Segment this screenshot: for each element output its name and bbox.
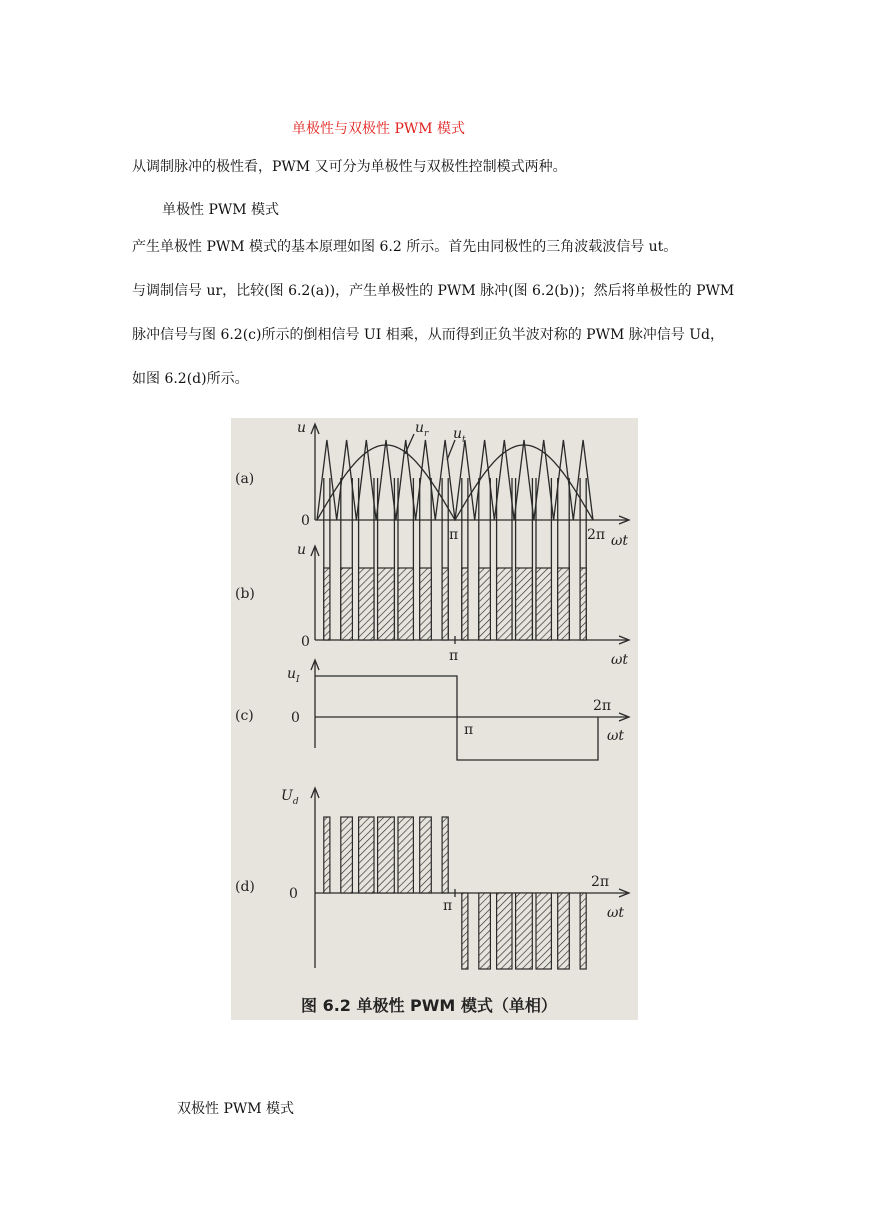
section-heading-bipolar: 双极性 PWM 模式 bbox=[177, 1101, 295, 1117]
panel-d-tag: (d) bbox=[235, 879, 255, 895]
pwm-pulse-d-positive bbox=[420, 817, 432, 893]
section-heading-unipolar: 单极性 PWM 模式 bbox=[162, 202, 280, 218]
panel-d-x-label: ωt bbox=[607, 905, 625, 921]
pwm-pulse-b bbox=[398, 568, 413, 640]
ur-label-sub: r bbox=[424, 429, 429, 439]
paragraph-line: 脉冲信号与图 6.2(c)所示的倒相信号 UI 相乘，从而得到正负半波对称的 PWM 脉冲信号 Ud， bbox=[132, 327, 724, 343]
ut-label-sub: t bbox=[462, 435, 466, 445]
panel-d-zero: 0 bbox=[289, 886, 298, 902]
pwm-pulse-d-negative bbox=[580, 893, 586, 969]
pwm-pulse-d-positive bbox=[341, 817, 353, 893]
pwm-pulse-b bbox=[359, 568, 374, 640]
pwm-pulse-d-positive bbox=[324, 817, 330, 893]
pwm-pulse-b bbox=[497, 568, 512, 640]
pwm-pulse-d-positive bbox=[442, 817, 448, 893]
ut-leader-line bbox=[447, 440, 455, 460]
pwm-pulse-b bbox=[420, 568, 432, 640]
panel-d bbox=[235, 788, 629, 969]
paragraph-line: 与调制信号 ur，比较(图 6.2(a))，产生单极性的 PWM 脉冲(图 6.2(b))；然后将单极性的 PWM bbox=[132, 283, 735, 299]
pwm-pulse-d-positive bbox=[398, 817, 413, 893]
pwm-pulse-b bbox=[536, 568, 551, 640]
pwm-pulse-b bbox=[516, 568, 533, 640]
pwm-pulse-d-negative bbox=[536, 893, 551, 969]
pwm-pulse-d-negative bbox=[558, 893, 570, 969]
ui-label-main: u bbox=[287, 666, 297, 682]
pwm-pulse-b bbox=[558, 568, 570, 640]
inverting-square-wave bbox=[315, 676, 598, 760]
pwm-pulse-b bbox=[479, 568, 491, 640]
panel-c-x-label: ωt bbox=[607, 728, 625, 744]
panel-b-zero: 0 bbox=[301, 634, 310, 650]
panel-d-2pi: 2π bbox=[591, 874, 610, 890]
pwm-waveform-diagram bbox=[231, 418, 638, 1020]
pwm-pulse-d-negative bbox=[497, 893, 512, 969]
panel-a-y-label: u bbox=[297, 420, 307, 436]
pwm-pulse-b bbox=[324, 568, 330, 640]
figure-caption: 图 6.2 单极性 PWM 模式（单相） bbox=[301, 996, 557, 1015]
panel-a-x-label: ωt bbox=[611, 533, 629, 549]
panel-c-y-label bbox=[287, 666, 300, 685]
panel-c-zero: 0 bbox=[291, 710, 300, 726]
unipolar-pwm-pulses bbox=[324, 568, 586, 640]
paragraph-line: 产生单极性 PWM 模式的基本原理如图 6.2 所示。首先由同极性的三角波载波信号 ut。 bbox=[132, 239, 678, 255]
panel-b-y-label: u bbox=[297, 542, 307, 558]
pwm-pulse-d-negative bbox=[462, 893, 468, 969]
panel-c-2pi: 2π bbox=[593, 698, 612, 714]
panel-d-y-label bbox=[281, 788, 299, 807]
ut-label bbox=[453, 426, 466, 445]
panel-c-pi: π bbox=[464, 722, 474, 738]
intro-paragraph: 从调制脉冲的极性看，PWM 又可分为单极性与双极性控制模式两种。 bbox=[132, 159, 567, 175]
panel-a-pi: π bbox=[449, 527, 459, 543]
ud-label-main: U bbox=[281, 788, 293, 804]
ui-label-sub: I bbox=[296, 675, 300, 685]
panel-c-tag: (c) bbox=[235, 708, 254, 724]
pwm-pulse-b bbox=[378, 568, 395, 640]
pwm-pulse-d-negative bbox=[479, 893, 491, 969]
panel-b bbox=[235, 542, 629, 668]
panel-a-tag: (a) bbox=[235, 471, 255, 487]
pwm-pulse-b bbox=[341, 568, 353, 640]
ut-label-main: u bbox=[453, 426, 463, 442]
pwm-pulse-b bbox=[442, 568, 448, 640]
panel-c bbox=[235, 660, 629, 760]
panel-a-zero: 0 bbox=[301, 513, 310, 529]
paragraph-line: 如图 6.2(d)所示。 bbox=[132, 371, 249, 387]
pwm-pulse-d-positive bbox=[378, 817, 395, 893]
figure-6-2 bbox=[231, 418, 638, 1020]
ud-label-sub: d bbox=[292, 797, 299, 807]
ur-label bbox=[415, 420, 429, 439]
panel-b-tag: (b) bbox=[235, 586, 255, 602]
panel-d-pi: π bbox=[443, 898, 453, 914]
pwm-pulse-b bbox=[580, 568, 586, 640]
pwm-pulse-b bbox=[462, 568, 468, 640]
pwm-pulse-d-negative bbox=[516, 893, 533, 969]
panel-a bbox=[235, 420, 629, 549]
panel-b-pi: π bbox=[449, 648, 459, 664]
ur-label-main: u bbox=[415, 420, 425, 436]
document-title: 单极性与双极性 PWM 模式 bbox=[292, 121, 466, 137]
panel-b-x-label: ωt bbox=[611, 652, 629, 668]
pwm-pulse-d-positive bbox=[359, 817, 374, 893]
panel-a-2pi: 2π bbox=[587, 527, 606, 543]
